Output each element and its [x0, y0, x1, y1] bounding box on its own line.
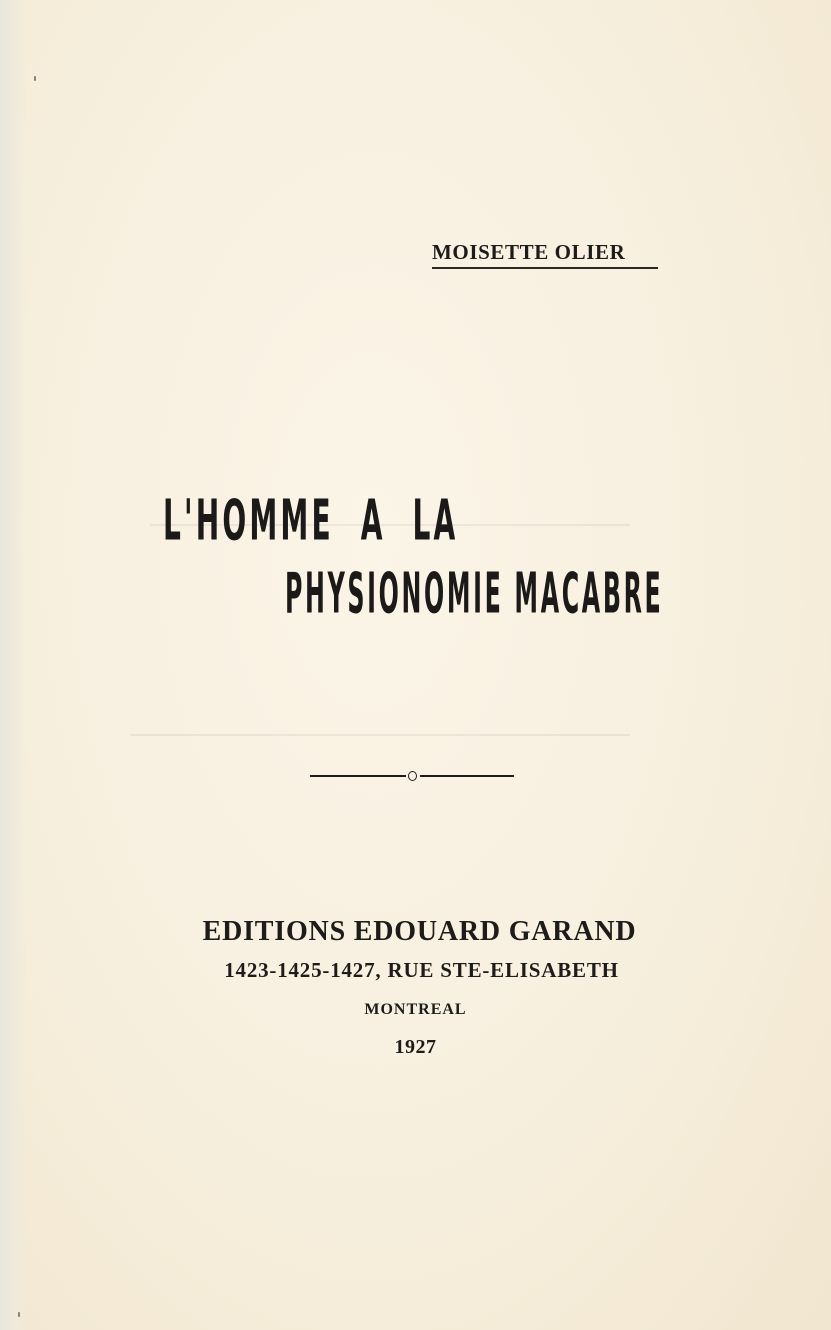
author-name: MOISETTE OLIER	[432, 240, 626, 264]
ornamental-divider	[310, 768, 514, 784]
publisher-name: EDITIONS EDOUARD GARAND	[202, 916, 637, 947]
divider-rule-left	[310, 775, 406, 777]
publisher-city: MONTREAL	[364, 1001, 467, 1018]
show-through-mark	[130, 734, 630, 736]
page-edge-shadow	[0, 0, 26, 1330]
book-title-line-2: PHYSIONOMIE MACABRE	[285, 563, 664, 627]
paper-speck	[34, 76, 36, 81]
book-title-line-1: L'HOMME A LA	[163, 490, 459, 554]
publication-year: 1927	[394, 1036, 437, 1058]
publisher-address: 1423-1425-1427, RUE STE-ELISABETH	[224, 958, 619, 982]
paper-speck	[18, 1312, 20, 1317]
divider-circle-icon	[408, 771, 417, 781]
author-underline	[432, 267, 658, 269]
divider-rule-right	[420, 775, 514, 777]
